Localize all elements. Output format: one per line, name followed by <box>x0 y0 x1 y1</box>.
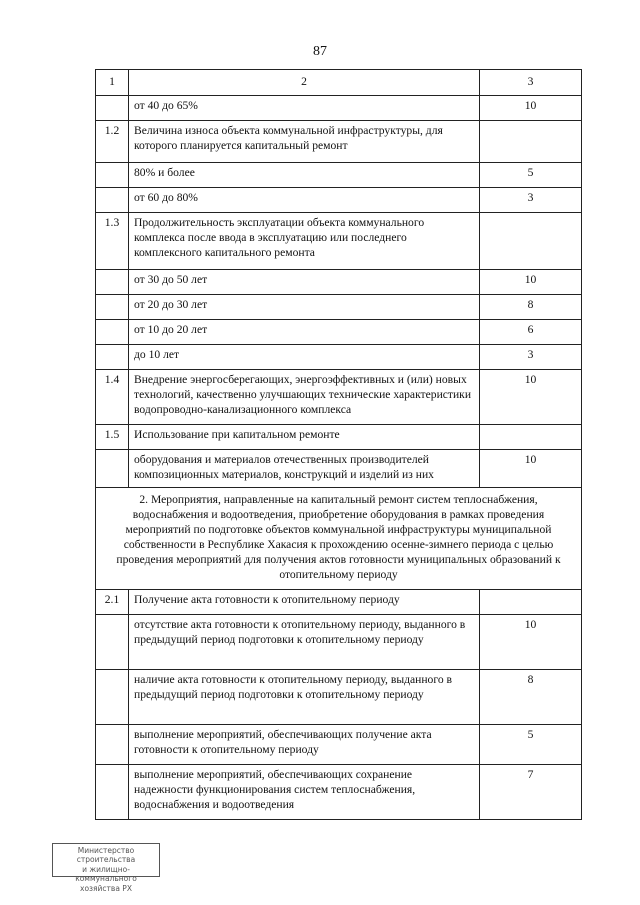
row-number <box>96 320 129 345</box>
row-score: 7 <box>480 765 582 820</box>
row-number <box>96 96 129 121</box>
row-score: 8 <box>480 670 582 725</box>
table-row <box>96 345 582 370</box>
row-text: Получение акта готовности к отопительному периоду <box>129 590 480 615</box>
row-number <box>96 765 129 820</box>
row-score <box>480 590 582 615</box>
table-row <box>96 270 582 295</box>
table-row <box>96 425 582 450</box>
row-text: наличие акта готовности к отопительному периоду, выданного в предыдущий период подготовки к отопительному периоду <box>129 670 480 725</box>
row-score: 10 <box>480 370 582 425</box>
row-number <box>96 188 129 213</box>
row-text: выполнение мероприятий, обеспечивающих сохранение надежности функционирования систем теплоснабжения, водоснабжения и водоотведения <box>129 765 480 820</box>
row-text: отсутствие акта готовности к отопительному периоду, выданного в предыдущий период подготовки к отопительному периоду <box>129 615 480 670</box>
row-text: от 30 до 50 лет <box>129 270 480 295</box>
row-score: 10 <box>480 270 582 295</box>
row-text: оборудования и материалов отечественных производителей композиционных материалов, конструкций и изделий из них <box>129 450 480 488</box>
table-row <box>96 370 582 425</box>
row-score: 10 <box>480 450 582 488</box>
table-row <box>96 320 582 345</box>
row-score: 10 <box>480 96 582 121</box>
page-number: 87 <box>313 44 327 59</box>
criteria-table <box>95 69 582 820</box>
table-row <box>96 188 582 213</box>
table-row <box>96 163 582 188</box>
row-score: 6 <box>480 320 582 345</box>
row-text: Использование при капитальном ремонте <box>129 425 480 450</box>
row-number: 2.1 <box>96 590 129 615</box>
row-score: 5 <box>480 163 582 188</box>
stamp-line-2: и жилищно-коммунального <box>75 864 137 884</box>
table-header-row <box>96 70 582 96</box>
row-text: Величина износа объекта коммунальной инфраструктуры, для которого планируется капитальный ремонт <box>129 121 480 163</box>
row-score: 5 <box>480 725 582 765</box>
header-col-3: 3 <box>480 70 582 96</box>
table-row <box>96 615 582 670</box>
row-number <box>96 450 129 488</box>
table-row <box>96 725 582 765</box>
row-score: 3 <box>480 345 582 370</box>
row-text: выполнение мероприятий, обеспечивающих получение акта готовности к отопительному периоду <box>129 725 480 765</box>
stamp-line-3: хозяйства РХ <box>80 883 132 893</box>
row-text: от 40 до 65% <box>129 96 480 121</box>
table-row <box>96 121 582 163</box>
stamp-line-1: Министерство строительства <box>76 846 136 865</box>
row-text: Продолжительность эксплуатации объекта коммунального комплекса после ввода в эксплуатацию или последнего комплексного капитального ремонта <box>129 213 480 270</box>
row-score <box>480 121 582 163</box>
row-text: от 60 до 80% <box>129 188 480 213</box>
row-number <box>96 670 129 725</box>
table-row <box>96 96 582 121</box>
approval-stamp <box>52 843 160 893</box>
header-col-1: 1 <box>96 70 129 96</box>
row-number <box>96 163 129 188</box>
table-row <box>96 450 582 488</box>
row-score <box>480 213 582 270</box>
row-number <box>96 270 129 295</box>
row-number: 1.3 <box>96 213 129 270</box>
table-row <box>96 590 582 615</box>
table-row <box>96 670 582 725</box>
row-number: 1.2 <box>96 121 129 163</box>
row-text: от 20 до 30 лет <box>129 295 480 320</box>
row-text: до 10 лет <box>129 345 480 370</box>
row-score <box>480 425 582 450</box>
table-row <box>96 295 582 320</box>
table-row <box>96 213 582 270</box>
row-score: 10 <box>480 615 582 670</box>
row-score: 3 <box>480 188 582 213</box>
header-col-2: 2 <box>129 70 480 96</box>
row-text: от 10 до 20 лет <box>129 320 480 345</box>
row-number: 1.4 <box>96 370 129 425</box>
row-text: 80% и более <box>129 163 480 188</box>
section-2-title: 2. Мероприятия, направленные на капитальный ремонт систем теплоснабжения, водоснабжения и водоотведения, приобретение оборудования в рамках проведения мероприятий по подготовке объектов коммунальной инфраструктуры муниципальной собственности в Республике Хакасия к прохождению осенне-зимнего периода с целью проведения мероприятий для получения актов готовности муниципальных образований к отопительному периоду <box>96 488 582 590</box>
row-number <box>96 345 129 370</box>
row-text: Внедрение энергосберегающих, энергоэффективных и (или) новых технологий, качественно улучшающих технические характеристики водопроводно-канализационного комплекса <box>129 370 480 425</box>
row-number <box>96 615 129 670</box>
row-number <box>96 725 129 765</box>
row-score: 8 <box>480 295 582 320</box>
row-number: 1.5 <box>96 425 129 450</box>
table-row <box>96 765 582 820</box>
section-heading-row <box>96 488 582 590</box>
row-number <box>96 295 129 320</box>
